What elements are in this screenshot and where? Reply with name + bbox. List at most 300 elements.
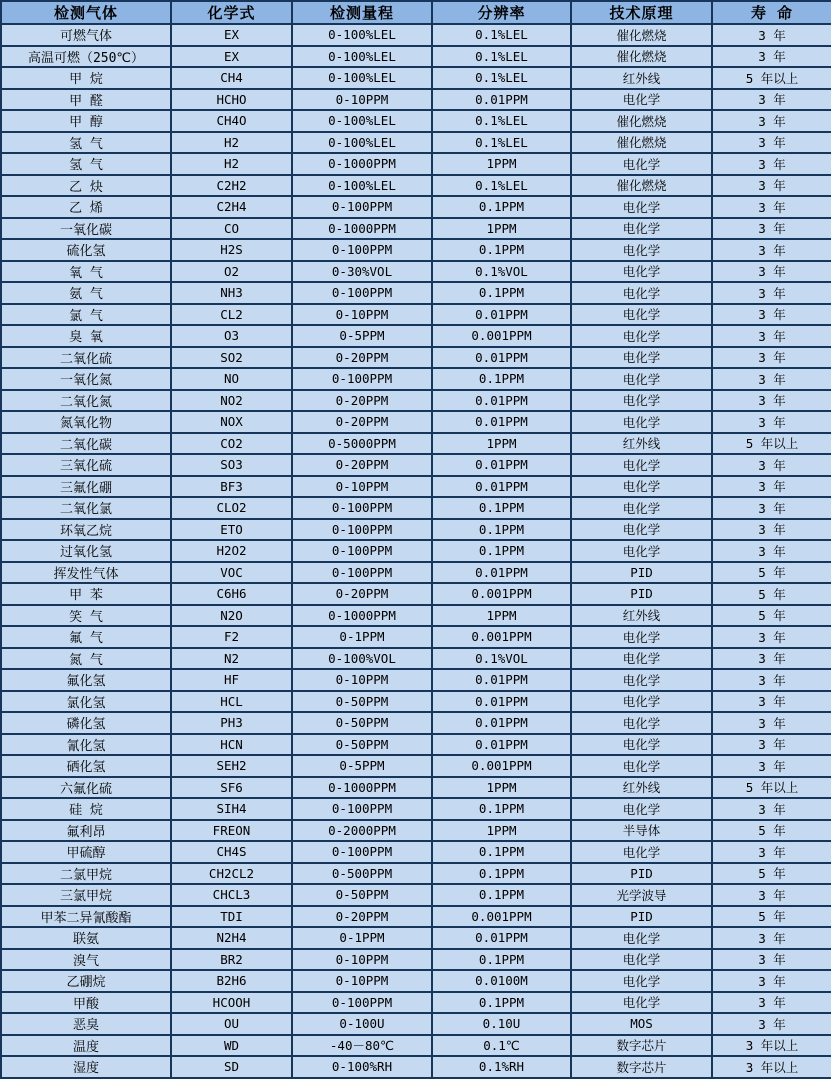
cell-resolution: 0.001PPM — [432, 755, 571, 777]
table-row — [1, 454, 831, 476]
cell-principle: 电化学 — [571, 196, 712, 218]
column-header-formula: 化学式 — [171, 1, 292, 24]
table-row — [1, 239, 831, 261]
cell-lifespan: 5 年 — [712, 863, 831, 885]
table-row — [1, 884, 831, 906]
cell-formula: SD — [171, 1056, 292, 1078]
cell-resolution: 1PPM — [432, 820, 571, 842]
table-row — [1, 196, 831, 218]
cell-resolution: 0.1PPM — [432, 884, 571, 906]
cell-lifespan: 5 年以上 — [712, 777, 831, 799]
table-row — [1, 949, 831, 971]
cell-resolution: 0.1PPM — [432, 798, 571, 820]
cell-lifespan: 3 年 — [712, 1013, 831, 1035]
cell-gas: 甲 烷 — [1, 67, 171, 89]
cell-principle: 电化学 — [571, 798, 712, 820]
table-row — [1, 519, 831, 541]
cell-formula: HCOOH — [171, 992, 292, 1014]
cell-resolution: 0.1PPM — [432, 863, 571, 885]
table-row — [1, 841, 831, 863]
cell-resolution: 0.01PPM — [432, 411, 571, 433]
cell-formula: CH4S — [171, 841, 292, 863]
cell-resolution: 0.1PPM — [432, 368, 571, 390]
cell-resolution: 0.001PPM — [432, 583, 571, 605]
cell-gas: 二氯甲烷 — [1, 863, 171, 885]
table-row — [1, 605, 831, 627]
cell-resolution: 0.001PPM — [432, 325, 571, 347]
cell-principle: PID — [571, 562, 712, 584]
cell-principle: 电化学 — [571, 411, 712, 433]
table-row — [1, 992, 831, 1014]
table-row — [1, 1056, 831, 1078]
cell-range: 0-30%VOL — [292, 261, 432, 283]
cell-lifespan: 3 年 — [712, 454, 831, 476]
cell-principle: 电化学 — [571, 540, 712, 562]
table-row — [1, 626, 831, 648]
cell-resolution: 0.01PPM — [432, 734, 571, 756]
cell-range: 0-1000PPM — [292, 218, 432, 240]
cell-gas: 联氨 — [1, 927, 171, 949]
cell-principle: PID — [571, 863, 712, 885]
table-row — [1, 927, 831, 949]
cell-resolution: 0.01PPM — [432, 927, 571, 949]
cell-formula: H2 — [171, 153, 292, 175]
cell-gas: 硫化氢 — [1, 239, 171, 261]
cell-gas: 氟化氢 — [1, 669, 171, 691]
cell-resolution: 1PPM — [432, 218, 571, 240]
cell-gas: 三氟化硼 — [1, 476, 171, 498]
cell-formula: C2H4 — [171, 196, 292, 218]
cell-principle: 电化学 — [571, 261, 712, 283]
cell-range: 0-2000PPM — [292, 820, 432, 842]
cell-lifespan: 5 年 — [712, 583, 831, 605]
cell-resolution: 0.1PPM — [432, 841, 571, 863]
table-row — [1, 110, 831, 132]
cell-lifespan: 3 年 — [712, 390, 831, 412]
cell-resolution: 0.01PPM — [432, 712, 571, 734]
table-row — [1, 67, 831, 89]
cell-resolution: 0.0100M — [432, 970, 571, 992]
cell-principle: 电化学 — [571, 282, 712, 304]
cell-range: 0-10PPM — [292, 949, 432, 971]
cell-formula: HCL — [171, 691, 292, 713]
cell-gas: 氮 气 — [1, 648, 171, 670]
table-row — [1, 906, 831, 928]
table-row — [1, 89, 831, 111]
cell-lifespan: 3 年以上 — [712, 1056, 831, 1078]
cell-resolution: 0.01PPM — [432, 89, 571, 111]
cell-lifespan: 3 年 — [712, 798, 831, 820]
cell-formula: N2O — [171, 605, 292, 627]
cell-lifespan: 3 年 — [712, 325, 831, 347]
table-row — [1, 153, 831, 175]
cell-lifespan: 3 年 — [712, 497, 831, 519]
column-header-principle: 技术原理 — [571, 1, 712, 24]
cell-formula: SO2 — [171, 347, 292, 369]
table-row — [1, 583, 831, 605]
cell-gas: 一氧化碳 — [1, 218, 171, 240]
cell-principle: MOS — [571, 1013, 712, 1035]
cell-range: 0-100%VOL — [292, 648, 432, 670]
cell-principle: 电化学 — [571, 218, 712, 240]
table-row — [1, 712, 831, 734]
cell-principle: 电化学 — [571, 712, 712, 734]
table-header — [1, 1, 831, 24]
table-row — [1, 540, 831, 562]
cell-gas: 乙硼烷 — [1, 970, 171, 992]
cell-gas: 三氯甲烷 — [1, 884, 171, 906]
cell-gas: 氯 气 — [1, 304, 171, 326]
cell-formula: EX — [171, 46, 292, 68]
table-row — [1, 820, 831, 842]
column-header-lifespan: 寿 命 — [712, 1, 831, 24]
cell-gas: 可燃气体 — [1, 24, 171, 46]
cell-range: 0-100PPM — [292, 497, 432, 519]
cell-principle: 电化学 — [571, 992, 712, 1014]
table-row — [1, 1035, 831, 1057]
cell-principle: 电化学 — [571, 734, 712, 756]
cell-resolution: 0.1%LEL — [432, 110, 571, 132]
cell-gas: 二氧化硫 — [1, 347, 171, 369]
cell-range: 0-50PPM — [292, 712, 432, 734]
cell-lifespan: 3 年 — [712, 476, 831, 498]
header-row — [1, 1, 831, 24]
cell-formula: NO — [171, 368, 292, 390]
cell-principle: 电化学 — [571, 153, 712, 175]
cell-range: 0-100%LEL — [292, 46, 432, 68]
cell-formula: OU — [171, 1013, 292, 1035]
cell-gas: 乙 烯 — [1, 196, 171, 218]
cell-gas: 一氧化氮 — [1, 368, 171, 390]
table-row — [1, 132, 831, 154]
cell-range: 0-50PPM — [292, 734, 432, 756]
table-row — [1, 798, 831, 820]
cell-lifespan: 3 年以上 — [712, 1035, 831, 1057]
cell-range: 0-100PPM — [292, 798, 432, 820]
cell-range: 0-5PPM — [292, 325, 432, 347]
cell-range: 0-100PPM — [292, 841, 432, 863]
cell-resolution: 1PPM — [432, 777, 571, 799]
cell-principle: 电化学 — [571, 669, 712, 691]
cell-range: 0-10PPM — [292, 970, 432, 992]
table-row — [1, 347, 831, 369]
cell-gas: 氯化氢 — [1, 691, 171, 713]
cell-range: 0-100PPM — [292, 992, 432, 1014]
cell-range: 0-100PPM — [292, 368, 432, 390]
cell-resolution: 0.1%LEL — [432, 24, 571, 46]
cell-resolution: 0.1PPM — [432, 196, 571, 218]
cell-principle: 催化燃烧 — [571, 132, 712, 154]
cell-principle: 催化燃烧 — [571, 175, 712, 197]
cell-principle: 数字芯片 — [571, 1056, 712, 1078]
cell-gas: 硅 烷 — [1, 798, 171, 820]
table-row — [1, 648, 831, 670]
cell-principle: 数字芯片 — [571, 1035, 712, 1057]
cell-range: 0-1PPM — [292, 927, 432, 949]
cell-principle: 催化燃烧 — [571, 110, 712, 132]
cell-principle: 电化学 — [571, 454, 712, 476]
cell-lifespan: 3 年 — [712, 368, 831, 390]
cell-range: 0-100%LEL — [292, 67, 432, 89]
cell-resolution: 0.01PPM — [432, 476, 571, 498]
cell-range: 0-100U — [292, 1013, 432, 1035]
cell-formula: C2H2 — [171, 175, 292, 197]
cell-principle: 电化学 — [571, 476, 712, 498]
cell-lifespan: 3 年 — [712, 669, 831, 691]
cell-gas: 氟利昂 — [1, 820, 171, 842]
cell-range: 0-20PPM — [292, 906, 432, 928]
cell-lifespan: 3 年 — [712, 927, 831, 949]
cell-principle: 红外线 — [571, 67, 712, 89]
cell-gas: 氧 气 — [1, 261, 171, 283]
cell-formula: B2H6 — [171, 970, 292, 992]
cell-range: 0-5PPM — [292, 755, 432, 777]
cell-principle: 电化学 — [571, 691, 712, 713]
cell-formula: BF3 — [171, 476, 292, 498]
cell-resolution: 1PPM — [432, 605, 571, 627]
cell-gas: 乙 炔 — [1, 175, 171, 197]
cell-range: 0-100PPM — [292, 196, 432, 218]
cell-formula: H2O2 — [171, 540, 292, 562]
cell-gas: 氮氧化物 — [1, 411, 171, 433]
cell-lifespan: 3 年 — [712, 175, 831, 197]
cell-gas: 二氧化碳 — [1, 433, 171, 455]
cell-principle: 电化学 — [571, 304, 712, 326]
cell-resolution: 0.1PPM — [432, 540, 571, 562]
cell-formula: SIH4 — [171, 798, 292, 820]
cell-principle: 电化学 — [571, 970, 712, 992]
cell-range: 0-100PPM — [292, 239, 432, 261]
table-row — [1, 218, 831, 240]
cell-principle: 红外线 — [571, 777, 712, 799]
cell-gas: 甲酸 — [1, 992, 171, 1014]
cell-principle: 电化学 — [571, 390, 712, 412]
cell-formula: F2 — [171, 626, 292, 648]
cell-range: 0-1000PPM — [292, 605, 432, 627]
table-row — [1, 497, 831, 519]
cell-resolution: 0.1℃ — [432, 1035, 571, 1057]
cell-resolution: 0.1PPM — [432, 497, 571, 519]
table-row — [1, 669, 831, 691]
cell-range: 0-100PPM — [292, 562, 432, 584]
cell-range: 0-20PPM — [292, 454, 432, 476]
table-row — [1, 433, 831, 455]
cell-range: -40－80℃ — [292, 1035, 432, 1057]
cell-gas: 二氧化氯 — [1, 497, 171, 519]
cell-formula: O3 — [171, 325, 292, 347]
table-row — [1, 282, 831, 304]
cell-principle: 电化学 — [571, 648, 712, 670]
cell-range: 0-100%LEL — [292, 132, 432, 154]
table-row — [1, 970, 831, 992]
cell-lifespan: 3 年 — [712, 712, 831, 734]
cell-range: 0-10PPM — [292, 476, 432, 498]
cell-formula: C6H6 — [171, 583, 292, 605]
cell-gas: 溴气 — [1, 949, 171, 971]
cell-range: 0-100%RH — [292, 1056, 432, 1078]
table-row — [1, 863, 831, 885]
cell-formula: H2 — [171, 132, 292, 154]
cell-principle: 电化学 — [571, 927, 712, 949]
cell-principle: 电化学 — [571, 89, 712, 111]
cell-principle: PID — [571, 583, 712, 605]
cell-principle: 电化学 — [571, 949, 712, 971]
column-header-range: 检测量程 — [292, 1, 432, 24]
cell-resolution: 0.001PPM — [432, 626, 571, 648]
cell-lifespan: 3 年 — [712, 540, 831, 562]
cell-formula: EX — [171, 24, 292, 46]
cell-formula: SEH2 — [171, 755, 292, 777]
cell-range: 0-50PPM — [292, 884, 432, 906]
cell-resolution: 0.01PPM — [432, 304, 571, 326]
cell-gas: 氢 气 — [1, 132, 171, 154]
cell-formula: CLO2 — [171, 497, 292, 519]
cell-lifespan: 3 年 — [712, 46, 831, 68]
cell-lifespan: 5 年 — [712, 906, 831, 928]
cell-range: 0-100PPM — [292, 282, 432, 304]
cell-gas: 氨 气 — [1, 282, 171, 304]
cell-range: 0-100%LEL — [292, 110, 432, 132]
cell-lifespan: 3 年 — [712, 949, 831, 971]
cell-formula: CO2 — [171, 433, 292, 455]
table-row — [1, 390, 831, 412]
cell-principle: 光学波导 — [571, 884, 712, 906]
cell-resolution: 0.1PPM — [432, 992, 571, 1014]
table-row — [1, 304, 831, 326]
cell-formula: CH4 — [171, 67, 292, 89]
cell-lifespan: 3 年 — [712, 132, 831, 154]
cell-gas: 三氧化硫 — [1, 454, 171, 476]
cell-gas: 六氟化硫 — [1, 777, 171, 799]
cell-resolution: 0.10U — [432, 1013, 571, 1035]
cell-range: 0-500PPM — [292, 863, 432, 885]
cell-gas: 氟 气 — [1, 626, 171, 648]
cell-lifespan: 5 年 — [712, 605, 831, 627]
cell-formula: NH3 — [171, 282, 292, 304]
cell-lifespan: 5 年 — [712, 820, 831, 842]
cell-resolution: 0.1%LEL — [432, 67, 571, 89]
cell-resolution: 0.1%RH — [432, 1056, 571, 1078]
cell-lifespan: 3 年 — [712, 304, 831, 326]
cell-formula: ETO — [171, 519, 292, 541]
cell-gas: 甲苯二异氰酸酯 — [1, 906, 171, 928]
cell-principle: PID — [571, 906, 712, 928]
cell-formula: N2H4 — [171, 927, 292, 949]
cell-principle: 电化学 — [571, 368, 712, 390]
cell-lifespan: 3 年 — [712, 884, 831, 906]
cell-principle: 电化学 — [571, 347, 712, 369]
cell-formula: CO — [171, 218, 292, 240]
cell-resolution: 0.1%LEL — [432, 175, 571, 197]
cell-lifespan: 5 年以上 — [712, 67, 831, 89]
cell-principle: 红外线 — [571, 605, 712, 627]
cell-lifespan: 3 年 — [712, 755, 831, 777]
cell-principle: 半导体 — [571, 820, 712, 842]
cell-formula: BR2 — [171, 949, 292, 971]
table-row — [1, 24, 831, 46]
cell-range: 0-20PPM — [292, 390, 432, 412]
column-header-resolution: 分辨率 — [432, 1, 571, 24]
cell-lifespan: 5 年 — [712, 562, 831, 584]
table-row — [1, 755, 831, 777]
cell-lifespan: 3 年 — [712, 282, 831, 304]
cell-formula: CH4O — [171, 110, 292, 132]
cell-principle: 电化学 — [571, 497, 712, 519]
cell-gas: 温度 — [1, 1035, 171, 1057]
cell-lifespan: 3 年 — [712, 347, 831, 369]
cell-formula: PH3 — [171, 712, 292, 734]
cell-lifespan: 3 年 — [712, 519, 831, 541]
cell-resolution: 0.01PPM — [432, 390, 571, 412]
cell-resolution: 0.01PPM — [432, 669, 571, 691]
cell-gas: 恶臭 — [1, 1013, 171, 1035]
cell-formula: CL2 — [171, 304, 292, 326]
table-row — [1, 476, 831, 498]
cell-lifespan: 3 年 — [712, 153, 831, 175]
cell-lifespan: 3 年 — [712, 89, 831, 111]
cell-lifespan: 3 年 — [712, 841, 831, 863]
cell-formula: SO3 — [171, 454, 292, 476]
cell-gas: 氰化氢 — [1, 734, 171, 756]
cell-resolution: 0.1PPM — [432, 282, 571, 304]
cell-range: 0-10PPM — [292, 304, 432, 326]
cell-lifespan: 3 年 — [712, 691, 831, 713]
cell-lifespan: 3 年 — [712, 218, 831, 240]
cell-formula: FREON — [171, 820, 292, 842]
cell-resolution: 0.1%VOL — [432, 261, 571, 283]
cell-range: 0-20PPM — [292, 583, 432, 605]
cell-range: 0-20PPM — [292, 347, 432, 369]
cell-range: 0-1PPM — [292, 626, 432, 648]
cell-range: 0-1000PPM — [292, 777, 432, 799]
cell-principle: 电化学 — [571, 755, 712, 777]
cell-gas: 甲 醇 — [1, 110, 171, 132]
cell-principle: 电化学 — [571, 239, 712, 261]
cell-formula: NOX — [171, 411, 292, 433]
cell-range: 0-100PPM — [292, 519, 432, 541]
cell-resolution: 0.1PPM — [432, 239, 571, 261]
cell-lifespan: 3 年 — [712, 626, 831, 648]
cell-resolution: 0.01PPM — [432, 562, 571, 584]
cell-lifespan: 3 年 — [712, 261, 831, 283]
cell-lifespan: 3 年 — [712, 239, 831, 261]
cell-resolution: 0.01PPM — [432, 347, 571, 369]
cell-gas: 高温可燃（250℃） — [1, 46, 171, 68]
cell-formula: O2 — [171, 261, 292, 283]
cell-lifespan: 3 年 — [712, 24, 831, 46]
cell-principle: 催化燃烧 — [571, 46, 712, 68]
cell-gas: 甲 苯 — [1, 583, 171, 605]
table-row — [1, 562, 831, 584]
cell-gas: 二氧化氮 — [1, 390, 171, 412]
cell-principle: 电化学 — [571, 325, 712, 347]
table-row — [1, 777, 831, 799]
cell-formula: HCHO — [171, 89, 292, 111]
table-row — [1, 734, 831, 756]
cell-lifespan: 3 年 — [712, 110, 831, 132]
cell-formula: NO2 — [171, 390, 292, 412]
cell-range: 0-100PPM — [292, 540, 432, 562]
cell-gas: 过氧化氢 — [1, 540, 171, 562]
cell-range: 0-10PPM — [292, 89, 432, 111]
cell-lifespan: 3 年 — [712, 648, 831, 670]
cell-formula: HF — [171, 669, 292, 691]
cell-gas: 磷化氢 — [1, 712, 171, 734]
cell-formula: CH2CL2 — [171, 863, 292, 885]
cell-range: 0-20PPM — [292, 411, 432, 433]
cell-resolution: 0.001PPM — [432, 906, 571, 928]
column-header-gas: 检测气体 — [1, 1, 171, 24]
